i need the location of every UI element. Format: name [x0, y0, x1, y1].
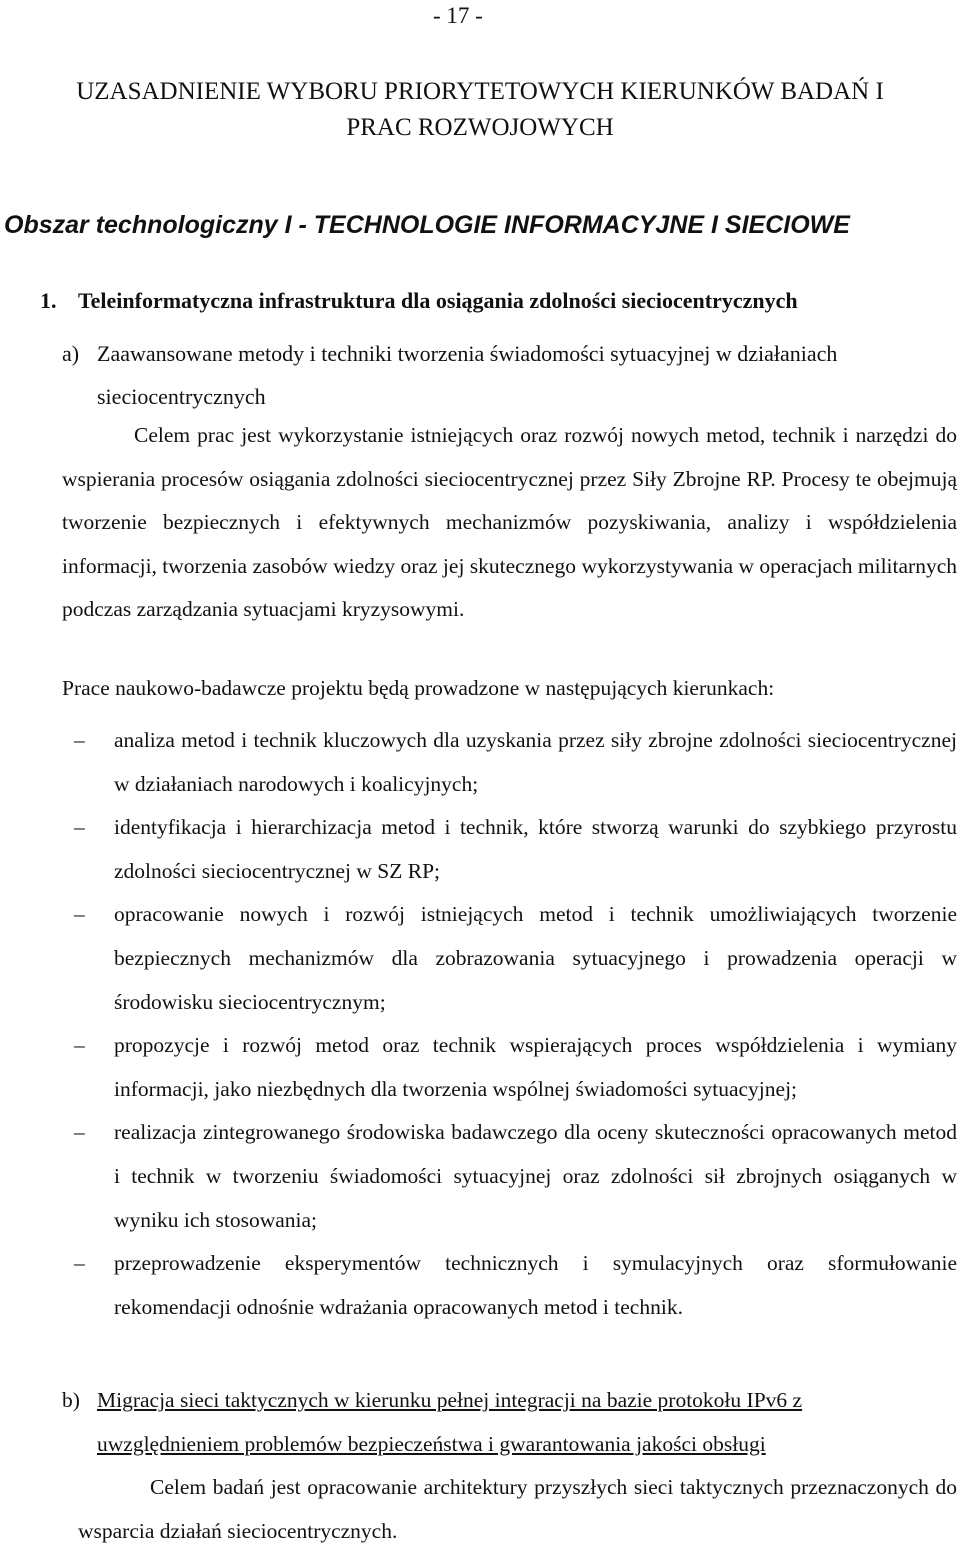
list-item	[0, 719, 960, 806]
list-item-text: identyfikacja i hierarchizacja metod i technik, które stworzą warunki do szybkiego przyrostu zdolności sieciocentrycznej w SZ RP;	[114, 815, 957, 883]
dash-bullet: –	[74, 902, 85, 927]
list-item	[0, 893, 960, 1024]
list-intro: Prace naukowo-badawcze projektu będą prowadzone w następujących kierunkach:	[62, 676, 775, 700]
section-heading	[40, 288, 798, 314]
list-item	[0, 806, 960, 893]
subsection-a-label: a)	[62, 341, 80, 366]
paragraph-a-text: Celem prac jest wykorzystanie istniejących oraz rozwój nowych metod, technik i narzędzi do wspierania procesów osiągania zdolności sieciocentrycznej przez Siły Zbrojne RP. Procesy te obejmują tworzenie bezpiecznych i efektywnych mechanizmów pozyskiwania, analizy i współdzielenia informacji, tworzenia zasobów wiedzy oraz jej skutecznego wykorzystywania w operacjach militarnych podczas zarządzania sytuacjami kryzysowymi.	[62, 423, 957, 622]
subsection-a-title: Zaawansowane metody i techniki tworzenia świadomości sytuacyjnej w działaniach sieciocentrycznych	[97, 341, 838, 409]
paragraph-a	[62, 414, 957, 632]
list-item-text: przeprowadzenie eksperymentów technicznych i symulacyjnych oraz sformułowanie rekomendacji odnośnie wdrażania opracowanych metod i technik.	[114, 1251, 957, 1319]
section-number: 1.	[40, 288, 57, 313]
dash-bullet: –	[74, 728, 85, 752]
dash-bullet: –	[74, 815, 85, 840]
list-item-text: propozycje i rozwój metod oraz technik wspierających proces współdzielenia i wymiany informacji, jako niezbędnych dla tworzenia wspólnej świadomości sytuacyjnej;	[114, 1033, 957, 1101]
area-title: Obszar technologiczny I - TECHNOLOGIE INFORMACYJNE I SIECIOWE	[4, 211, 850, 239]
dash-bullet: –	[74, 1033, 85, 1058]
list-item	[0, 1242, 960, 1329]
section-title: Teleinformatyczna infrastruktura dla osiągania zdolności sieciocentrycznych	[78, 288, 798, 313]
list-item	[0, 1024, 960, 1111]
main-title: UZASADNIENIE WYBORU PRIORYTETOWYCH KIERUNKÓW BADAŃ I PRAC ROZWOJOWYCH	[76, 78, 884, 141]
page-number: - 17 -	[433, 3, 483, 28]
list-item-text: analiza metod i technik kluczowych dla uzyskania przez siły zbrojne zdolności sieciocentrycznej w działaniach narodowych i koalicyjnych;	[114, 728, 957, 796]
subsection-b-label: b)	[62, 1388, 80, 1412]
list-item-text: opracowanie nowych i rozwój istniejących metod i technik umożliwiających tworzenie bezpiecznych mechanizmów dla zobrazowania sytuacyjnego i prowadzenia operacji w środowisku sieciocentrycznym;	[114, 902, 957, 1014]
dash-bullet: –	[74, 1120, 85, 1145]
paragraph-b-text: Celem badań jest opracowanie architektury przyszłych sieci taktycznych przeznaczonych do wsparcia działań sieciocentrycznych.	[78, 1475, 957, 1543]
dash-bullet: –	[74, 1251, 85, 1276]
list-item	[0, 1111, 960, 1242]
list-item-text: realizacja zintegrowanego środowiska badawczego dla oceny skuteczności opracowanych metod i technik w tworzeniu świadomości sytuacyjnej oraz zdolności sił zbrojnych osiąganych w wyniku ich stosowania;	[114, 1120, 957, 1232]
directions-list	[0, 719, 960, 1329]
paragraph-b	[78, 1466, 957, 1553]
subsection-b-title: Migracja sieci taktycznych w kierunku pełnej integracji na bazie protokołu IPv6 z uwzględnieniem problemów bezpieczeństwa i gwarantowania jakości obsługi	[97, 1388, 803, 1456]
